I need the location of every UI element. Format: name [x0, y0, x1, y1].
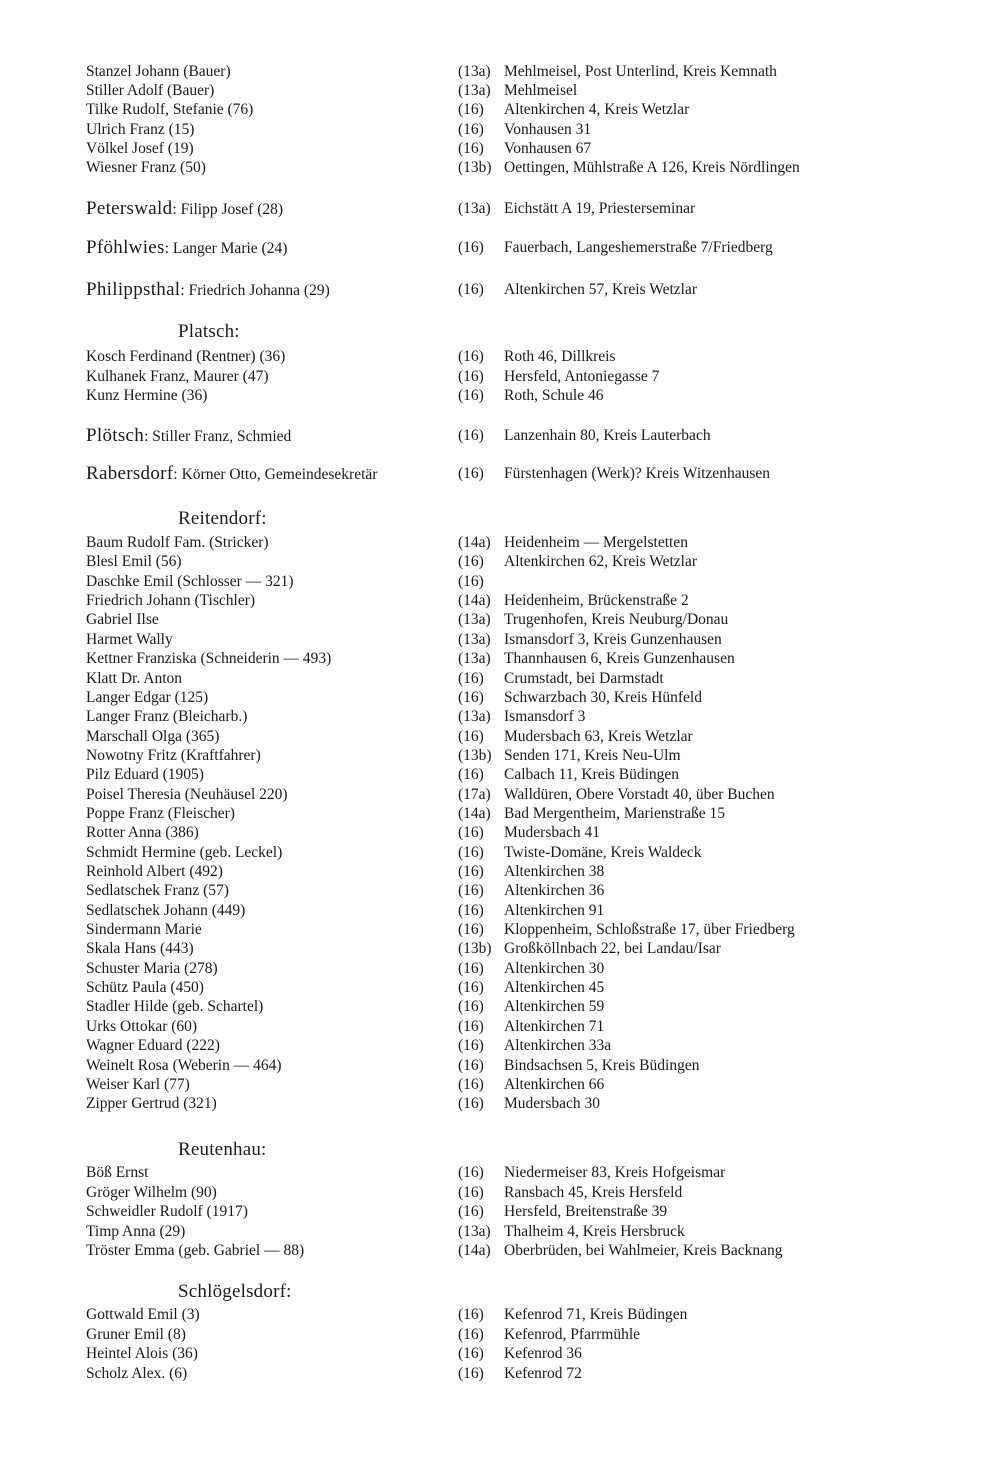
entry-address: Altenkirchen 71 [504, 1017, 605, 1035]
place-name: Pföhlwies [86, 237, 165, 258]
entry-row [86, 81, 886, 101]
entry-code: (16) [458, 101, 484, 118]
entry-address: Schwarzbach 30, Kreis Hünfeld [504, 688, 702, 706]
entry-code: (16) [458, 1056, 484, 1074]
entry-name: Stadler Hilde (geb. Schartel) [86, 998, 264, 1016]
entry-address: Thalheim 4, Kreis Hersbruck [504, 1222, 685, 1240]
entry-row [86, 746, 886, 766]
place-name: Plötsch [86, 425, 145, 446]
entry-name: Klatt Dr. Anton [86, 669, 183, 687]
entry-address: Altenkirchen 33a [504, 1037, 612, 1055]
entry-code: (16) [458, 1017, 484, 1035]
entry-row [86, 823, 886, 843]
entry-address: Altenkirchen 57, Kreis Wetzlar [504, 281, 698, 298]
entry-name: Scholz Alex. (6) [86, 1364, 188, 1382]
entry-name: Wagner Eduard (222) [86, 1037, 220, 1055]
entry-row [86, 843, 886, 863]
entry-row [86, 158, 886, 178]
entry-code: (16) [458, 727, 484, 745]
entry-code: (16) [458, 1203, 484, 1220]
entry-row [86, 1202, 886, 1222]
entry-address: Lanzenhain 80, Kreis Lauterbach [504, 427, 711, 444]
entry-address: Bindsachsen 5, Kreis Büdingen [504, 1056, 700, 1074]
entry-code: (16) [458, 921, 484, 938]
entry-address: Ismansdorf 3 [504, 708, 586, 726]
entry-name: Böß Ernst [86, 1164, 149, 1181]
entry-row [86, 62, 886, 82]
entry-row [86, 727, 886, 747]
entry-code: (16) [458, 863, 484, 880]
entry-row [86, 1183, 886, 1203]
entry-name: Harmet Wally [86, 630, 173, 648]
entry-code: (16) [458, 959, 484, 977]
entry-name: Reinhold Albert (492) [86, 863, 223, 880]
entry-name: Sedlatschek Franz (57) [86, 882, 229, 900]
place-entry-pfoehlwies: Pföhlwies: Langer Marie (24) (16) Fauerbach, Langeshemerstraße 7/Friedberg [86, 237, 773, 258]
entry-address: Niedermeiser 83, Kreis Hofgeismar [504, 1164, 726, 1181]
entry-address: Fauerbach, Langeshemerstraße 7/Friedberg [504, 239, 773, 256]
entry-name: Stiller Franz, Schmied [152, 428, 292, 445]
entry-code: (17a) [458, 785, 491, 803]
entry-address: Ransbach 45, Kreis Hersfeld [504, 1183, 683, 1201]
place-entry-peterswald: Peterswald: Filipp Josef (28) (13a) Eichstätt A 19, Priesterseminar [86, 198, 696, 219]
entry-code: (13b) [458, 940, 492, 958]
place-name: Philippsthal [86, 279, 181, 300]
entry-name: Weiser Karl (77) [86, 1075, 190, 1093]
entry-address: Heidenheim, Brückenstraße 2 [504, 592, 689, 609]
entry-row [86, 901, 886, 921]
entry-address: Mudersbach 63, Kreis Wetzlar [504, 727, 693, 745]
entry-code: (14a) [458, 592, 491, 609]
entry-address: Altenkirchen 30 [504, 959, 605, 977]
entry-code: (16) [458, 121, 484, 138]
entry-row [86, 1017, 886, 1037]
entry-row [86, 120, 886, 140]
entry-name: Tröster Emma (geb. Gabriel — 88) [86, 1242, 305, 1259]
entry-address: Oettingen, Mühlstraße A 126, Kreis Nördlingen [504, 159, 800, 176]
entry-name: Gottwald Emil (3) [86, 1306, 200, 1323]
entry-code: (13a) [458, 611, 491, 629]
entry-code: (16) [458, 1164, 484, 1181]
entry-address: Oberbrüden, bei Wahlmeier, Kreis Backnang [504, 1242, 783, 1259]
entry-row [86, 347, 886, 367]
entry-code: (13a) [458, 63, 491, 80]
entry-code: (13a) [458, 1222, 491, 1240]
entry-address: Altenkirchen 4, Kreis Wetzlar [504, 101, 690, 118]
entry-name: Schmidt Hermine (geb. Leckel) [86, 843, 283, 861]
entry-name: Kunz Hermine (36) [86, 387, 208, 404]
entry-code: (16) [458, 387, 484, 404]
entry-code: (13a) [458, 82, 491, 99]
entry-row [86, 1163, 886, 1183]
entry-code: (16) [458, 766, 484, 784]
entry-address: Walldüren, Obere Vorstadt 40, über Buchen [504, 785, 775, 803]
entry-name: Wiesner Franz (50) [86, 159, 206, 176]
entry-row [86, 959, 886, 979]
entry-code: (16) [458, 998, 484, 1016]
entry-row [86, 1075, 886, 1095]
entry-name: Poisel Theresia (Neuhäusel 220) [86, 785, 288, 803]
entry-row [86, 804, 886, 824]
entry-row [86, 1305, 886, 1325]
entry-address: Trugenhofen, Kreis Neuburg/Donau [504, 611, 729, 629]
entry-name: Gabriel Ilse [86, 611, 159, 629]
entry-row [86, 1094, 886, 1114]
entry-row [86, 978, 886, 998]
entry-code: (16) [458, 553, 484, 571]
entry-code: (13b) [458, 159, 492, 176]
entry-address: Fürstenhagen (Werk)? Kreis Witzenhausen [504, 465, 770, 482]
entry-code: (16) [458, 427, 484, 444]
entry-row [86, 881, 886, 901]
entry-row [86, 1056, 886, 1076]
entry-row [86, 707, 886, 727]
entry-address: Roth, Schule 46 [504, 387, 604, 404]
entry-name: Rotter Anna (386) [86, 824, 199, 842]
entry-address: Großköllnbach 22, bei Landau/Isar [504, 940, 721, 958]
entry-code: (13a) [458, 708, 491, 726]
entry-row [86, 939, 886, 959]
entry-name: Friedrich Johanna (29) [188, 282, 330, 299]
entry-name: Langer Franz (Bleicharb.) [86, 708, 248, 726]
entry-name: Blesl Emil (56) [86, 553, 182, 571]
entry-row [86, 552, 886, 572]
entry-name: Langer Marie (24) [172, 240, 288, 257]
entry-code: (16) [458, 843, 484, 861]
entry-name: Tilke Rudolf, Stefanie (76) [86, 101, 254, 118]
section-heading-schloegelsdorf: Schlögelsdorf: [178, 1281, 292, 1302]
entry-name: Timp Anna (29) [86, 1222, 186, 1240]
entry-address: Bad Mergentheim, Marienstraße 15 [504, 804, 725, 822]
entry-name: Kosch Ferdinand (Rentner) (36) [86, 348, 286, 365]
entry-address: Vonhausen 31 [504, 121, 592, 138]
entry-name: Zipper Gertrud (321) [86, 1095, 217, 1113]
entry-address: Mudersbach 30 [504, 1095, 600, 1113]
entry-row [86, 1222, 886, 1242]
entry-row [86, 688, 886, 708]
entry-address: Kefenrod 36 [504, 1345, 582, 1362]
entry-code: (14a) [458, 804, 491, 822]
entry-name: Schuster Maria (278) [86, 959, 218, 977]
entry-address: Altenkirchen 45 [504, 979, 605, 996]
entry-name: Gröger Wilhelm (90) [86, 1183, 217, 1201]
entry-code: (13b) [458, 746, 492, 764]
entry-code: (14a) [458, 1242, 491, 1259]
entry-code: (13a) [458, 200, 491, 217]
place-entry-rabersdorf: Rabersdorf: Körner Otto, Gemeindesekretär (16) Fürstenhagen (Werk)? Kreis Witzenhausen [86, 463, 770, 484]
entry-address: Altenkirchen 62, Kreis Wetzlar [504, 553, 698, 571]
entry-code: (16) [458, 239, 484, 256]
entry-name: Marschall Olga (365) [86, 727, 220, 745]
entry-name: Sedlatschek Johann (449) [86, 901, 246, 919]
entry-name: Langer Edgar (125) [86, 688, 209, 706]
place-name: Rabersdorf [86, 463, 174, 484]
entry-code: (16) [458, 979, 484, 996]
entry-address: Eichstätt A 19, Priesterseminar [504, 200, 696, 217]
entry-name: Skala Hans (443) [86, 940, 194, 958]
entry-name: Schütz Paula (450) [86, 979, 204, 996]
entry-name: Poppe Franz (Fleischer) [86, 804, 235, 822]
entry-row [86, 669, 886, 689]
entry-row [86, 139, 886, 159]
entry-address: Vonhausen 67 [504, 140, 592, 157]
entry-code: (14a) [458, 534, 491, 551]
entry-code: (13a) [458, 630, 491, 648]
entry-row [86, 862, 886, 882]
entry-code: (16) [458, 348, 484, 365]
place-entry-ploetsch: Plötsch: Stiller Franz, Schmied (16) Lanzenhain 80, Kreis Lauterbach [86, 425, 711, 446]
entry-row [86, 610, 886, 630]
entry-name: Schweidler Rudolf (1917) [86, 1203, 248, 1220]
entry-row [86, 765, 886, 785]
entry-row [86, 1036, 886, 1056]
entry-code: (16) [458, 1306, 484, 1323]
entry-address: Altenkirchen 36 [504, 882, 605, 900]
entry-code: (16) [458, 688, 484, 706]
entry-code: (16) [458, 882, 484, 900]
entry-address: Altenkirchen 91 [504, 901, 605, 919]
entry-name: Völkel Josef (19) [86, 140, 194, 157]
entry-address: Calbach 11, Kreis Büdingen [504, 766, 680, 784]
entry-address: Kloppenheim, Schloßstraße 17, über Friedberg [504, 921, 795, 938]
entry-address: Hersfeld, Antoniegasse 7 [504, 368, 660, 385]
entry-row [86, 630, 886, 650]
entry-code: (16) [458, 669, 484, 687]
entry-name: Heintel Alois (36) [86, 1345, 198, 1362]
entry-code: (13a) [458, 650, 491, 668]
entry-name: Baum Rudolf Fam. (Stricker) [86, 534, 269, 551]
entry-row [86, 572, 886, 592]
entry-name: Stiller Adolf (Bauer) [86, 82, 215, 99]
entry-address: Roth 46, Dillkreis [504, 348, 616, 365]
entry-address: Altenkirchen 38 [504, 863, 605, 880]
entry-code: (16) [458, 1095, 484, 1113]
section-heading-platsch: Platsch: [178, 321, 240, 342]
entry-name: Stanzel Johann (Bauer) [86, 63, 231, 80]
entry-name: Gruner Emil (8) [86, 1325, 186, 1343]
entry-code: (16) [458, 572, 484, 590]
entry-address: Altenkirchen 59 [504, 998, 605, 1016]
section-heading-reitendorf: Reitendorf: [178, 508, 267, 529]
entry-row [86, 1241, 886, 1261]
entry-name: Friedrich Johann (Tischler) [86, 592, 256, 609]
entry-row [86, 997, 886, 1017]
entry-code: (16) [458, 1345, 484, 1362]
entry-code: (16) [458, 465, 484, 482]
entry-address: Crumstadt, bei Darmstadt [504, 669, 664, 687]
entry-address: Hersfeld, Breitenstraße 39 [504, 1203, 668, 1220]
place-entry-philippsthal: Philippsthal: Friedrich Johanna (29) (16) Altenkirchen 57, Kreis Wetzlar [86, 279, 698, 300]
entry-row [86, 920, 886, 940]
entry-address: Senden 171, Kreis Neu-Ulm [504, 746, 681, 764]
entry-name: Ulrich Franz (15) [86, 121, 195, 138]
entry-address: Kefenrod, Pfarrmühle [504, 1325, 641, 1343]
entry-address: Altenkirchen 66 [504, 1075, 605, 1093]
entry-code: (16) [458, 1325, 484, 1343]
entry-row [86, 533, 886, 553]
entry-name: Urks Ottokar (60) [86, 1017, 198, 1035]
entry-address: Ismansdorf 3, Kreis Gunzenhausen [504, 630, 722, 648]
entry-row [86, 1325, 886, 1345]
entry-row [86, 785, 886, 805]
entry-name: Körner Otto, Gemeindesekretär [181, 466, 378, 483]
section-heading-reutenhau: Reutenhau: [178, 1139, 267, 1160]
entry-address: Mehlmeisel [504, 82, 578, 99]
entry-name: Filipp Josef (28) [180, 201, 284, 218]
entry-code: (16) [458, 1183, 484, 1201]
entry-code: (16) [458, 1364, 484, 1382]
entry-name: Kettner Franziska (Schneiderin — 493) [86, 650, 332, 668]
entry-name: Weinelt Rosa (Weberin — 464) [86, 1056, 282, 1074]
entry-code: (16) [458, 368, 484, 385]
entry-address: Heidenheim — Mergelstetten [504, 534, 688, 551]
entry-row [86, 1364, 886, 1384]
entry-name: Nowotny Fritz (Kraftfahrer) [86, 746, 261, 764]
place-name: Peterswald [86, 198, 173, 219]
entry-code: (16) [458, 1075, 484, 1093]
entry-code: (16) [458, 824, 484, 842]
entry-address: Mudersbach 41 [504, 824, 600, 842]
entry-row [86, 649, 886, 669]
entry-address: Mehlmeisel, Post Unterlind, Kreis Kemnath [504, 63, 777, 80]
entry-name: Kulhanek Franz, Maurer (47) [86, 368, 269, 385]
entry-code: (16) [458, 1037, 484, 1055]
entry-name: Sindermann Marie [86, 921, 202, 938]
entry-name: Daschke Emil (Schlosser — 321) [86, 572, 294, 590]
entry-row [86, 386, 886, 406]
entry-address: Twiste-Domäne, Kreis Waldeck [504, 843, 702, 861]
entry-row [86, 367, 886, 387]
entry-code: (16) [458, 901, 484, 919]
entry-row [86, 1344, 886, 1364]
entry-address: Thannhausen 6, Kreis Gunzenhausen [504, 650, 735, 668]
entry-address: Kefenrod 72 [504, 1364, 582, 1382]
entry-row [86, 591, 886, 611]
entry-code: (16) [458, 140, 484, 157]
entry-row [86, 100, 886, 120]
entry-address: Kefenrod 71, Kreis Büdingen [504, 1306, 688, 1323]
entry-name: Pilz Eduard (1905) [86, 766, 204, 784]
entry-code: (16) [458, 281, 484, 298]
